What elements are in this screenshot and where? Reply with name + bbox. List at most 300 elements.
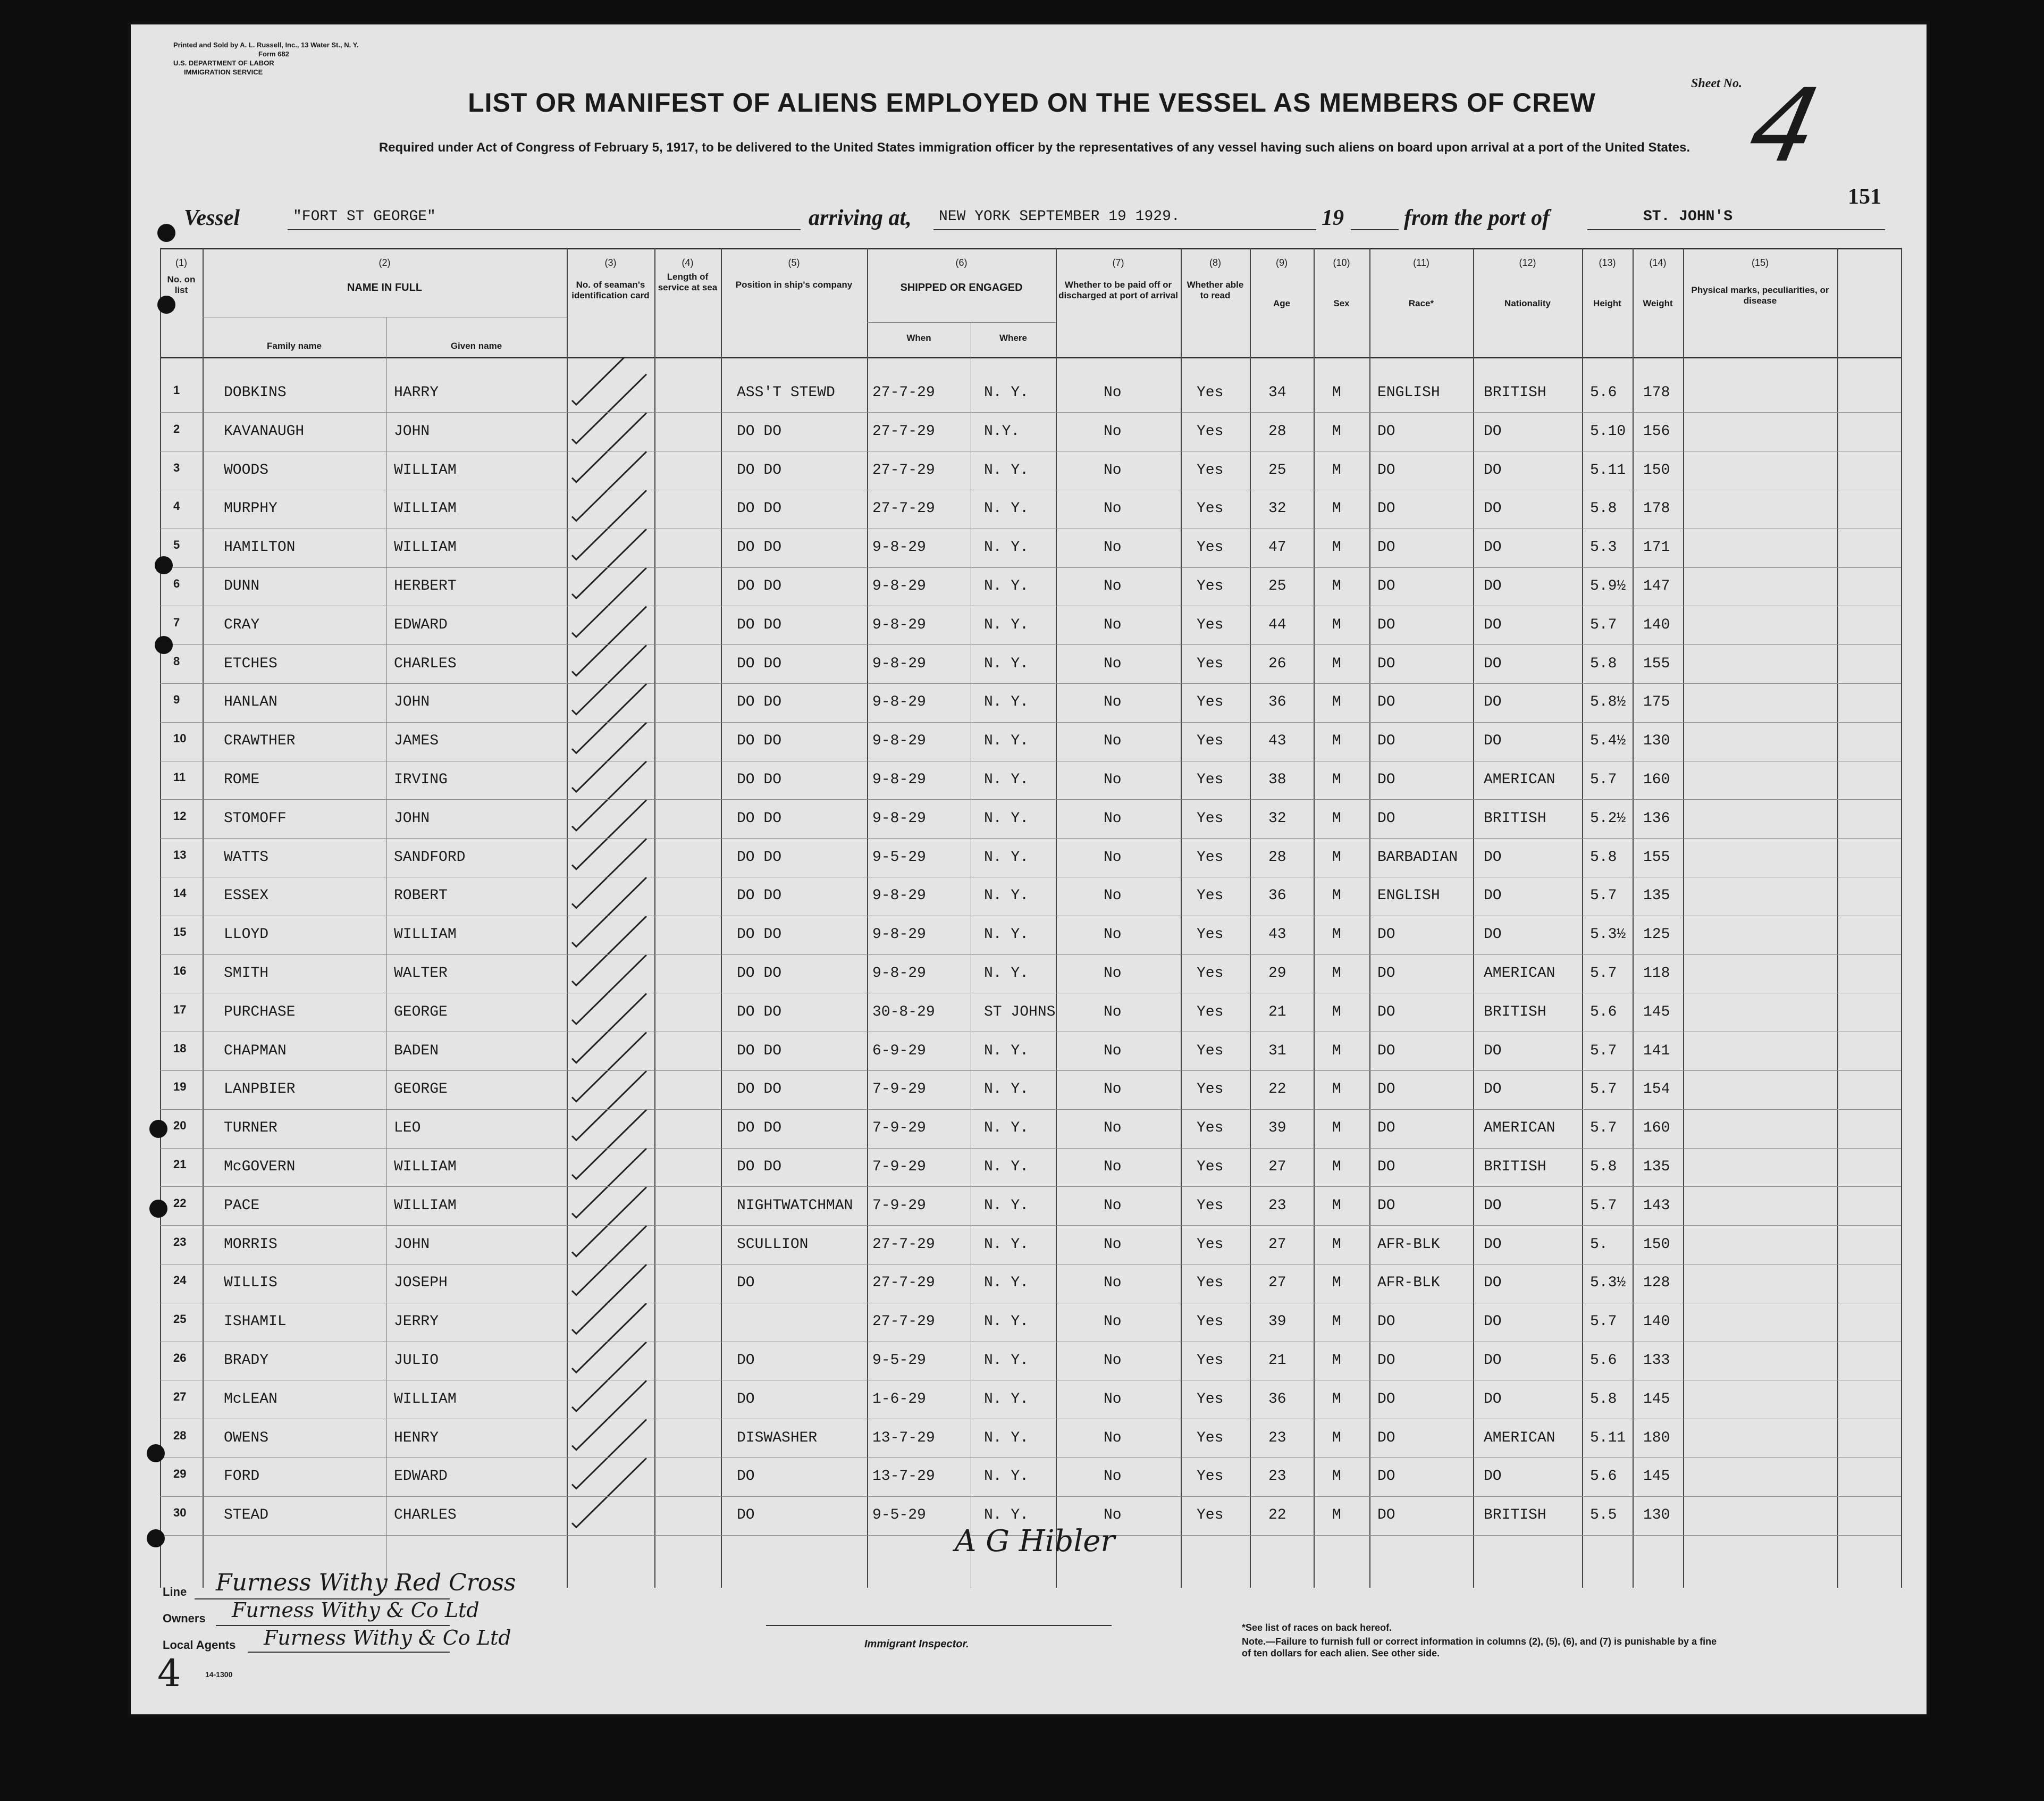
cell-given-name: WILLIAM: [394, 1390, 457, 1408]
cell-sex: M: [1332, 1081, 1341, 1098]
cell-race: AFR-BLK: [1377, 1236, 1440, 1253]
row-number: 21: [173, 1158, 187, 1171]
cell-able-to-read: Yes: [1197, 1081, 1224, 1098]
cell-paid-off: No: [1104, 539, 1122, 556]
cell-height: 5.: [1590, 1236, 1608, 1253]
header-age: Age: [1273, 298, 1291, 308]
cell-able-to-read: Yes: [1197, 965, 1224, 982]
cell-able-to-read: Yes: [1197, 1275, 1224, 1292]
cell-family-name: HAMILTON: [224, 539, 296, 556]
cell-position: SCULLION: [737, 1236, 809, 1253]
cell-paid-off: No: [1104, 1042, 1122, 1059]
cell-able-to-read: Yes: [1197, 655, 1224, 672]
cell-sex: M: [1332, 1429, 1341, 1446]
cell-sex: M: [1332, 655, 1341, 672]
cell-paid-off: No: [1104, 810, 1122, 827]
cell-age: 34: [1268, 384, 1286, 401]
cell-able-to-read: Yes: [1197, 926, 1224, 943]
cell-race: DO: [1377, 616, 1395, 633]
header-no-on-list: No. on list: [167, 274, 196, 295]
cell-age: 22: [1268, 1507, 1286, 1524]
col-num-9: (9): [1276, 257, 1288, 268]
manifest-subtitle: Required under Act of Congress of February 5, 1917, to be delivered to the United States immigration officer by the representatives of any vessel having such aliens on board upon arrival at a port of the United States.: [378, 140, 1690, 155]
row-number: 24: [173, 1274, 187, 1287]
printer-notes: [173, 40, 358, 77]
header-shipped: SHIPPED OR ENGAGED: [900, 282, 1023, 294]
check-mark: [572, 645, 646, 714]
cell-shipped-where: N. Y.: [984, 1390, 1029, 1408]
cell-shipped-where: N. Y.: [984, 1352, 1029, 1369]
cell-position: DO: [737, 1275, 755, 1292]
manifest-sheet: [128, 21, 1930, 1718]
cell-paid-off: No: [1104, 965, 1122, 982]
cell-able-to-read: Yes: [1197, 733, 1224, 750]
cell-family-name: HANLAN: [224, 694, 277, 711]
row-number: 28: [173, 1428, 187, 1442]
cell-sex: M: [1332, 887, 1341, 904]
row-number: 17: [173, 1002, 187, 1016]
cell-height: 5.4½: [1590, 733, 1626, 750]
cell-race: DO: [1377, 1081, 1395, 1098]
check-mark: [572, 723, 646, 792]
check-mark: [572, 1419, 646, 1488]
cell-position: DISWASHER: [737, 1429, 818, 1446]
cell-sex: M: [1332, 772, 1341, 788]
cell-race: DO: [1377, 1120, 1395, 1137]
col-num-1: (1): [175, 257, 187, 268]
row-number: 22: [173, 1196, 187, 1210]
cell-paid-off: No: [1104, 1507, 1122, 1524]
cell-age: 22: [1268, 1081, 1286, 1098]
cell-family-name: STEAD: [224, 1507, 269, 1524]
cell-family-name: WILLIS: [224, 1275, 277, 1292]
cell-given-name: JAMES: [394, 733, 439, 750]
cell-paid-off: No: [1104, 733, 1122, 750]
cell-paid-off: No: [1104, 1275, 1122, 1292]
row-number: 18: [173, 1041, 187, 1055]
cell-weight: 141: [1643, 1042, 1670, 1059]
check-mark: [572, 1149, 646, 1218]
cell-sex: M: [1332, 539, 1341, 556]
cell-height: 5.8: [1590, 849, 1617, 866]
cell-nationality: AMERICAN: [1484, 1429, 1555, 1446]
cell-weight: 133: [1643, 1352, 1670, 1369]
cell-given-name: WILLIAM: [394, 926, 457, 943]
header-position: Position in ship's company: [735, 280, 853, 290]
col-num-11: (11): [1413, 257, 1429, 268]
cell-height: 5.6: [1590, 384, 1617, 401]
cell-given-name: WILLIAM: [394, 500, 457, 517]
cell-position: DO DO: [737, 1159, 782, 1175]
cell-given-name: CHARLES: [394, 1507, 457, 1524]
check-mark: [572, 1458, 646, 1527]
header-weight: Weight: [1643, 298, 1673, 308]
cell-position: DO: [737, 1390, 755, 1408]
cell-nationality: BRITISH: [1484, 810, 1546, 827]
cell-able-to-read: Yes: [1197, 887, 1224, 904]
cell-able-to-read: Yes: [1197, 1236, 1224, 1253]
check-mark: [572, 490, 646, 559]
cell-sex: M: [1332, 1468, 1341, 1485]
form-code: 14-1300: [205, 1670, 233, 1679]
cell-race: ENGLISH: [1377, 887, 1440, 904]
cell-age: 32: [1268, 500, 1286, 517]
cell-weight: 125: [1643, 926, 1670, 943]
cell-family-name: DOBKINS: [224, 384, 287, 401]
cell-weight: 135: [1643, 887, 1670, 904]
cell-sex: M: [1332, 1003, 1341, 1020]
cell-family-name: ETCHES: [224, 655, 277, 672]
cell-family-name: WOODS: [224, 462, 269, 479]
cell-shipped-where: N. Y.: [984, 1197, 1029, 1214]
cell-able-to-read: Yes: [1197, 1042, 1224, 1059]
cell-position: DO DO: [737, 1120, 782, 1137]
cell-paid-off: No: [1104, 1352, 1122, 1369]
cell-weight: 118: [1643, 965, 1670, 982]
cell-able-to-read: Yes: [1197, 1159, 1224, 1175]
cell-height: 5.7: [1590, 1313, 1617, 1330]
cell-age: 39: [1268, 1120, 1286, 1137]
cell-height: 5.6: [1590, 1468, 1617, 1485]
cell-shipped-when: 9-5-29: [872, 849, 926, 866]
cell-position: DO DO: [737, 423, 782, 440]
check-mark: [572, 684, 646, 753]
cell-height: 5.7: [1590, 1081, 1617, 1098]
cell-family-name: ESSEX: [224, 887, 269, 904]
cell-sex: M: [1332, 462, 1341, 479]
cell-race: DO: [1377, 965, 1395, 982]
header-sex: Sex: [1333, 298, 1350, 308]
row-number: 8: [173, 654, 180, 668]
check-mark: [572, 761, 646, 831]
cell-able-to-read: Yes: [1197, 616, 1224, 633]
cell-family-name: PACE: [224, 1197, 260, 1214]
cell-paid-off: No: [1104, 500, 1122, 517]
cell-age: 43: [1268, 926, 1286, 943]
cell-given-name: CHARLES: [394, 655, 457, 672]
check-mark: [572, 1032, 646, 1101]
cell-weight: 135: [1643, 1159, 1670, 1175]
cell-nationality: DO: [1484, 694, 1502, 711]
cell-age: 44: [1268, 616, 1286, 633]
cell-race: DO: [1377, 500, 1395, 517]
cell-age: 25: [1268, 578, 1286, 594]
cell-age: 25: [1268, 462, 1286, 479]
cell-height: 5.2½: [1590, 810, 1626, 827]
check-mark: [572, 1303, 646, 1372]
check-mark: [572, 1264, 646, 1334]
cell-paid-off: No: [1104, 1081, 1122, 1098]
cell-shipped-where: N. Y.: [984, 1236, 1029, 1253]
header-height: Height: [1593, 298, 1621, 308]
cell-nationality: DO: [1484, 1390, 1502, 1408]
cell-position: DO DO: [737, 772, 782, 788]
cell-able-to-read: Yes: [1197, 1390, 1224, 1408]
cell-given-name: JOHN: [394, 423, 430, 440]
cell-race: DO: [1377, 423, 1395, 440]
cell-nationality: DO: [1484, 500, 1502, 517]
check-mark: [572, 357, 646, 405]
cell-age: 26: [1268, 655, 1286, 672]
cell-given-name: GEORGE: [394, 1081, 448, 1098]
cell-weight: 130: [1643, 1507, 1670, 1524]
row-number: 29: [173, 1467, 187, 1481]
cell-nationality: DO: [1484, 1081, 1502, 1098]
cell-paid-off: No: [1104, 1197, 1122, 1214]
cell-position: DO DO: [737, 965, 782, 982]
cell-paid-off: No: [1104, 655, 1122, 672]
cell-given-name: HERBERT: [394, 578, 457, 594]
cell-sex: M: [1332, 384, 1341, 401]
cell-position: DO DO: [737, 849, 782, 866]
cell-weight: 128: [1643, 1275, 1670, 1292]
row-number: 4: [173, 499, 180, 513]
cell-shipped-when: 27-7-29: [872, 1313, 935, 1330]
cell-family-name: LLOYD: [224, 926, 269, 943]
cell-sex: M: [1332, 1390, 1341, 1408]
cell-family-name: CRAY: [224, 616, 260, 633]
cell-age: 23: [1268, 1429, 1286, 1446]
cell-nationality: DO: [1484, 616, 1502, 633]
cell-nationality: DO: [1484, 1197, 1502, 1214]
cell-shipped-when: 9-8-29: [872, 887, 926, 904]
cell-sex: M: [1332, 849, 1341, 866]
cell-nationality: DO: [1484, 1468, 1502, 1485]
cell-shipped-when: 9-8-29: [872, 539, 926, 556]
cell-given-name: BADEN: [394, 1042, 439, 1059]
cell-age: 21: [1268, 1003, 1286, 1020]
col-num-10: (10): [1333, 257, 1350, 268]
cell-shipped-where: N. Y.: [984, 1275, 1029, 1292]
cell-weight: 155: [1643, 655, 1670, 672]
cell-race: DO: [1377, 1507, 1395, 1524]
cell-given-name: JOHN: [394, 810, 430, 827]
cell-paid-off: No: [1104, 1313, 1122, 1330]
col-num-3: (3): [604, 257, 617, 268]
row-number: 2: [173, 422, 180, 435]
header-name-in-full: NAME IN FULL: [347, 282, 423, 294]
cell-able-to-read: Yes: [1197, 1197, 1224, 1214]
cell-position: DO DO: [737, 616, 782, 633]
header-read: Whether able to read: [1187, 280, 1244, 300]
cell-able-to-read: Yes: [1197, 1120, 1224, 1137]
cell-age: 36: [1268, 887, 1286, 904]
row-number: 9: [173, 693, 180, 707]
owners-label: Owners: [163, 1612, 206, 1625]
cell-nationality: DO: [1484, 1042, 1502, 1059]
cell-age: 23: [1268, 1197, 1286, 1214]
cell-height: 5.8: [1590, 655, 1617, 672]
cell-weight: 145: [1643, 1003, 1670, 1020]
cell-sex: M: [1332, 1197, 1341, 1214]
cell-weight: 145: [1643, 1390, 1670, 1408]
agents-label: Local Agents: [163, 1638, 236, 1652]
penalty-note: Note.—Failure to furnish full or correct information in columns (2), (5), (6), and (7) is punishable by a fine of ten dollars for each alien. See other side.: [1242, 1636, 1717, 1658]
cell-paid-off: No: [1104, 1159, 1122, 1175]
owners-value: Furness Withy & Co Ltd: [232, 1598, 480, 1622]
header-nationality: Nationality: [1504, 298, 1551, 308]
cell-shipped-where: N. Y.: [984, 733, 1029, 750]
cell-given-name: JULIO: [394, 1352, 439, 1369]
cell-height: 5.6: [1590, 1352, 1617, 1369]
cell-paid-off: No: [1104, 384, 1122, 401]
cell-age: 38: [1268, 772, 1286, 788]
cell-given-name: ROBERT: [394, 887, 448, 904]
cell-position: ASS'T STEWD: [737, 384, 835, 401]
cell-weight: 154: [1643, 1081, 1670, 1098]
cell-shipped-where: N. Y.: [984, 926, 1029, 943]
header-race: Race*: [1408, 298, 1434, 308]
cell-nationality: AMERICAN: [1484, 772, 1555, 788]
cell-nationality: DO: [1484, 655, 1502, 672]
cell-race: DO: [1377, 462, 1395, 479]
cell-age: 32: [1268, 810, 1286, 827]
cell-shipped-where: N. Y.: [984, 1429, 1029, 1446]
cell-able-to-read: Yes: [1197, 849, 1224, 866]
cell-shipped-where: ST JOHNS: [984, 1003, 1056, 1020]
col-num-5: (5): [788, 257, 800, 268]
cell-age: 21: [1268, 1352, 1286, 1369]
cell-family-name: MURPHY: [224, 500, 277, 517]
cell-shipped-when: 9-8-29: [872, 578, 926, 594]
cell-sex: M: [1332, 926, 1341, 943]
manifest-title: LIST OR MANIFEST OF ALIENS EMPLOYED ON THE VESSEL AS MEMBERS OF CREW: [468, 88, 1596, 118]
year-prefix: 19: [1322, 206, 1344, 230]
cell-shipped-when: 13-7-29: [872, 1429, 935, 1446]
cell-sex: M: [1332, 1352, 1341, 1369]
cell-family-name: OWENS: [224, 1429, 269, 1446]
row-number: 30: [173, 1506, 187, 1520]
cell-sex: M: [1332, 1159, 1341, 1175]
cell-age: 36: [1268, 1390, 1286, 1408]
cell-weight: 180: [1643, 1429, 1670, 1446]
cell-given-name: SANDFORD: [394, 849, 466, 866]
check-mark: [572, 955, 646, 1024]
cell-sex: M: [1332, 694, 1341, 711]
races-note: *See list of races on back hereof.: [1242, 1622, 1392, 1633]
printer-line: Printed and Sold by A. L. Russell, Inc., 13 Water St., N. Y.: [173, 41, 359, 49]
cell-shipped-when: 9-8-29: [872, 733, 926, 750]
cell-shipped-where: N. Y.: [984, 616, 1029, 633]
cell-weight: 160: [1643, 1120, 1670, 1137]
cell-height: 5.7: [1590, 1042, 1617, 1059]
cell-weight: 150: [1643, 462, 1670, 479]
header-given-name: Given name: [450, 341, 502, 351]
cell-nationality: DO: [1484, 578, 1502, 594]
cell-paid-off: No: [1104, 926, 1122, 943]
cell-shipped-where: N. Y.: [984, 810, 1029, 827]
cell-position: DO DO: [737, 578, 782, 594]
cell-shipped-where: N. Y.: [984, 500, 1029, 517]
cell-race: DO: [1377, 772, 1395, 788]
check-mark: [572, 877, 646, 946]
cell-race: DO: [1377, 1003, 1395, 1020]
cell-paid-off: No: [1104, 694, 1122, 711]
check-mark: [572, 451, 646, 521]
cell-position: DO DO: [737, 539, 782, 556]
row-number: 20: [173, 1119, 187, 1133]
row-number: 3: [173, 460, 180, 474]
cell-race: DO: [1377, 1390, 1395, 1408]
col-num-13: (13): [1599, 257, 1616, 268]
cell-sex: M: [1332, 423, 1341, 440]
cell-race: AFR-BLK: [1377, 1275, 1440, 1292]
check-mark: [572, 800, 646, 869]
cell-weight: 140: [1643, 616, 1670, 633]
cell-nationality: BRITISH: [1484, 1159, 1546, 1175]
sheet-label: Sheet No.: [1691, 77, 1742, 90]
cell-paid-off: No: [1104, 772, 1122, 788]
cell-paid-off: No: [1104, 462, 1122, 479]
cell-race: DO: [1377, 1042, 1395, 1059]
cell-able-to-read: Yes: [1197, 1313, 1224, 1330]
cell-position: DO DO: [737, 1042, 782, 1059]
cell-weight: 178: [1643, 500, 1670, 517]
cell-shipped-when: 9-8-29: [872, 655, 926, 672]
cell-family-name: TURNER: [224, 1120, 277, 1137]
cell-family-name: LANPBIER: [224, 1081, 296, 1098]
cell-shipped-when: 27-7-29: [872, 500, 935, 517]
col-num-6: (6): [955, 257, 968, 268]
cell-shipped-when: 27-7-29: [872, 423, 935, 440]
col-num-14: (14): [1649, 257, 1667, 268]
cell-height: 5.3½: [1590, 1275, 1626, 1292]
cell-position: DO DO: [737, 1003, 782, 1020]
cell-paid-off: No: [1104, 1236, 1122, 1253]
cell-given-name: WILLIAM: [394, 1197, 457, 1214]
cell-shipped-when: 9-8-29: [872, 810, 926, 827]
cell-given-name: JERRY: [394, 1313, 439, 1330]
cell-sex: M: [1332, 733, 1341, 750]
cell-shipped-when: 9-5-29: [872, 1507, 926, 1524]
cell-nationality: DO: [1484, 926, 1502, 943]
cell-sex: M: [1332, 1236, 1341, 1253]
cell-nationality: DO: [1484, 462, 1502, 479]
header-paid-off: Whether to be paid off or discharged at port of arrival: [1058, 280, 1178, 300]
cell-weight: 160: [1643, 772, 1670, 788]
cell-race: DO: [1377, 539, 1395, 556]
cell-able-to-read: Yes: [1197, 539, 1224, 556]
cell-given-name: IRVING: [394, 772, 448, 788]
cell-age: 27: [1268, 1159, 1286, 1175]
cell-paid-off: No: [1104, 1429, 1122, 1446]
cell-weight: 140: [1643, 1313, 1670, 1330]
cell-shipped-where: N. Y.: [984, 1468, 1029, 1485]
cell-shipped-when: 9-8-29: [872, 694, 926, 711]
cell-sex: M: [1332, 616, 1341, 633]
cell-weight: 130: [1643, 733, 1670, 750]
cell-height: 5.9½: [1590, 578, 1626, 594]
row-number: 7: [173, 615, 180, 629]
arriving-label: arriving at,: [809, 206, 912, 230]
cell-age: 23: [1268, 1468, 1286, 1485]
cell-height: 5.7: [1590, 616, 1617, 633]
cell-position: NIGHTWATCHMAN: [737, 1197, 853, 1214]
cell-family-name: BRADY: [224, 1352, 269, 1369]
line-label: Line: [163, 1585, 187, 1598]
cell-height: 5.8: [1590, 1390, 1617, 1408]
cell-shipped-where: N. Y.: [984, 849, 1029, 866]
cell-nationality: DO: [1484, 423, 1502, 440]
check-mark: [572, 413, 646, 482]
cell-weight: 156: [1643, 423, 1670, 440]
cell-race: DO: [1377, 1159, 1395, 1175]
page-number: 151: [1848, 185, 1881, 209]
form-number: Form 682: [258, 50, 289, 58]
cell-able-to-read: Yes: [1197, 772, 1224, 788]
cell-nationality: DO: [1484, 1275, 1502, 1292]
cell-paid-off: No: [1104, 423, 1122, 440]
